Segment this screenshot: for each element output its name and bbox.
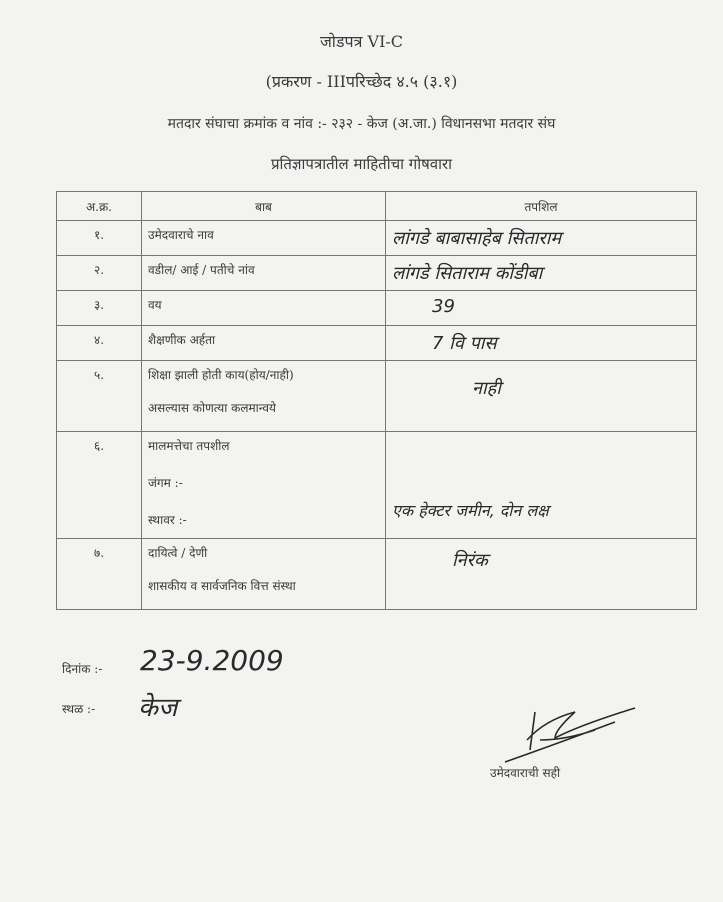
liabilities-value: निरंक [452,550,488,571]
document-title: जोडपत्र VI-C [319,32,404,51]
conviction-value: नाही [472,378,501,399]
candidate-name-value: लांगडे बाबासाहेब सिताराम [392,228,562,249]
row-label-line2: असल्यास कोणत्या कलमान्वये [148,401,276,415]
parent-name-value: लांगडे सिताराम कोंडीबा [392,263,543,284]
place-label: स्थळ :- [62,702,96,716]
header-serial: अ.क्र. [57,192,142,221]
row-label-line2: शासकीय व सार्वजनिक वित्त संस्था [148,579,296,593]
row-number: ७. [57,539,142,610]
property-value: एक हेक्टर जमीन, दोन लक्ष [392,501,549,520]
row-number: ५. [57,361,142,432]
age-value: 39 [432,296,455,317]
row-number: १. [57,221,142,256]
education-value: 7 वि पास [432,333,497,354]
header-item: बाब [142,192,386,221]
row-number: ६. [57,432,142,539]
row-label [142,539,386,610]
row-number: ४. [57,326,142,361]
table-row [57,221,697,256]
row-label [142,361,386,432]
table-header-row [57,192,697,221]
row-label-line1: शिक्षा झाली होती काय(होय/नाही) [148,368,294,382]
row-number: ३. [57,291,142,326]
table-row [57,256,697,291]
date-label: दिनांक :- [62,662,103,676]
table-row [57,291,697,326]
constituency-line: मतदार संघाचा क्रमांक व नांव :- २३२ - केज (अ.जा.) विधानसभा मतदार संघ [167,116,556,132]
table-row [57,361,697,432]
affidavit-summary-table [56,191,697,610]
row-label [142,432,386,539]
row-label: उमेदवाराचे नाव [142,221,386,256]
row-label-line2: जंगम :- [148,476,183,490]
row-label: वडील/ आई / पतीचे नांव [142,256,386,291]
row-number: २. [57,256,142,291]
row-label-line1: मालमत्तेचा तपशील [148,439,230,453]
summary-title: प्रतिज्ञापत्रातील माहितीचा गोषवारा [270,155,453,173]
date-value: 23-9.2009 [140,644,284,677]
row-label: वय [142,291,386,326]
table-row [57,432,697,539]
signature-caption: उमेदवाराची सही [490,766,561,780]
table-row [57,326,697,361]
place-value: केज [138,693,178,723]
row-label-line3: स्थावर :- [148,513,187,527]
row-label-line1: दायित्वे / देणी [148,546,208,560]
header-details: तपशिल [386,192,697,221]
document-subtitle: (प्रकरण - IIIपरिच्छेद ४.५ (३.१) [265,72,458,91]
candidate-signature [485,700,645,770]
table-row [57,539,697,610]
row-label: शैक्षणीक अर्हता [142,326,386,361]
